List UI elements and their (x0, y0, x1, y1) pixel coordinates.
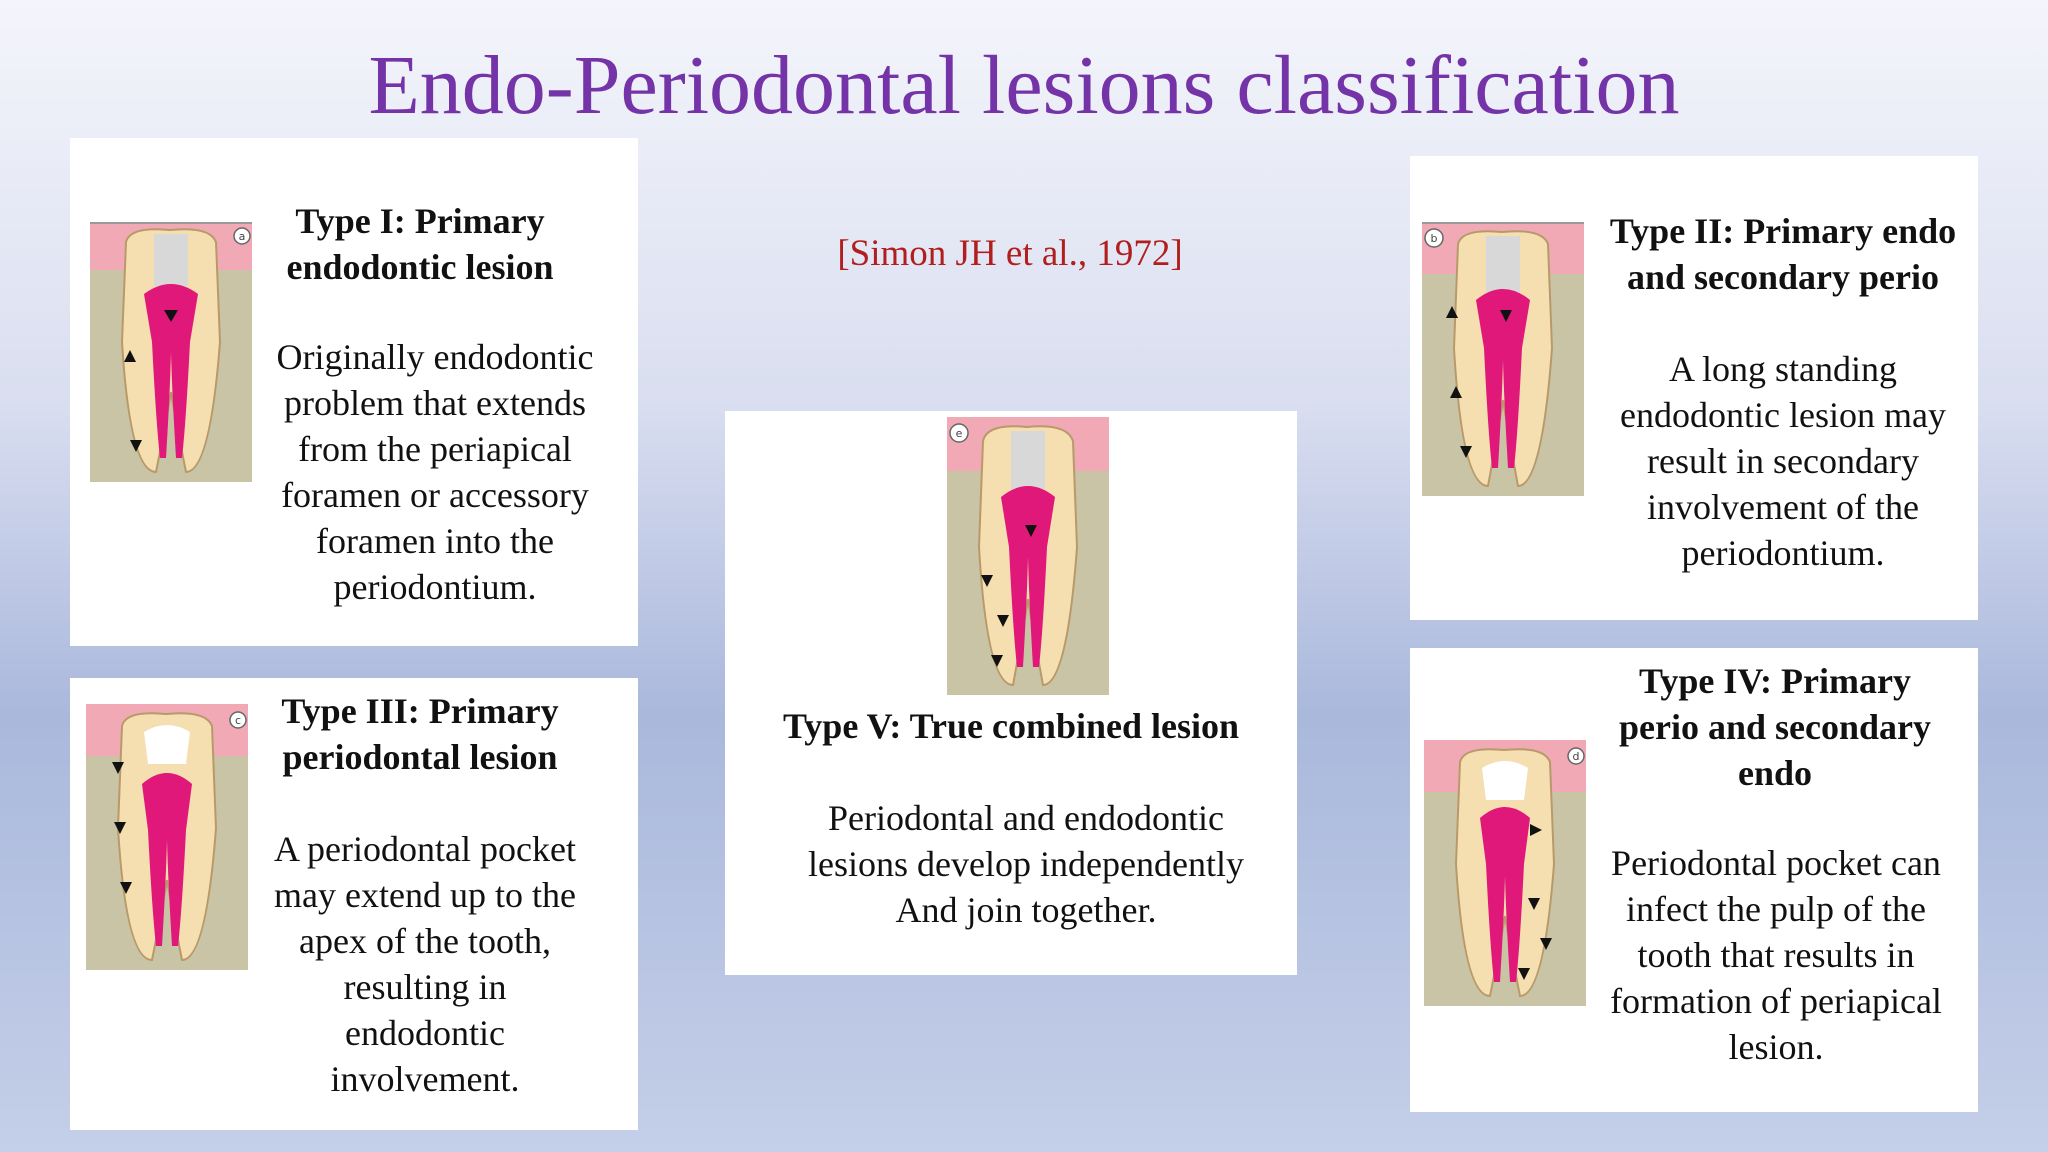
type-4-heading: Type IV: Primary perio and secondary endo (1618, 661, 1931, 793)
type-5-description: Periodontal and endodontic lesions develop independently And join together. (808, 798, 1244, 930)
type-3-heading: Type III: Primary periodontal lesion (281, 691, 559, 777)
type-3-description: A periodontal pocket may extend up to the apex of the tooth, resulting in endodontic involvement. (274, 829, 576, 1099)
tooth-diagram-type-4 (1424, 740, 1586, 1006)
tooth-diagram-type-1 (90, 222, 252, 482)
tooth-label-type-5: e (955, 427, 963, 440)
type-5-heading: Type V: True combined lesion (782, 706, 1240, 746)
tooth-diagram-type-5 (947, 417, 1109, 695)
card-type-2 (1410, 156, 1978, 620)
slide-title: Endo-Periodontal lesions classification (368, 39, 1680, 132)
tooth-label-type-4: d (1572, 750, 1580, 763)
tooth-label-type-3: c (234, 714, 242, 727)
type-2-heading: Type II: Primary endo and secondary perio (1609, 211, 1957, 297)
tooth-label-type-1: a (238, 230, 246, 243)
type-2-description: A long standing endodontic lesion may result in secondary involvement of the periodontium. (1620, 349, 1946, 573)
card-type-5 (725, 411, 1297, 975)
type-4-description: Periodontal pocket can infect the pulp of the tooth that results in formation of periapical lesion. (1610, 843, 1942, 1067)
citation: [Simon JH et al., 1972] (837, 233, 1183, 274)
tooth-diagram-type-2 (1422, 222, 1584, 496)
card-type-1 (70, 138, 638, 646)
card-type-3 (70, 678, 638, 1130)
type-1-heading: Type I: Primary endodontic lesion (286, 201, 554, 287)
card-type-4 (1410, 648, 1978, 1112)
tooth-label-type-2: b (1430, 232, 1438, 245)
tooth-diagram-type-3 (86, 704, 248, 970)
type-1-description: Originally endodontic problem that extends from the periapical foramen or accessory foramen into the periodontium. (276, 337, 594, 607)
